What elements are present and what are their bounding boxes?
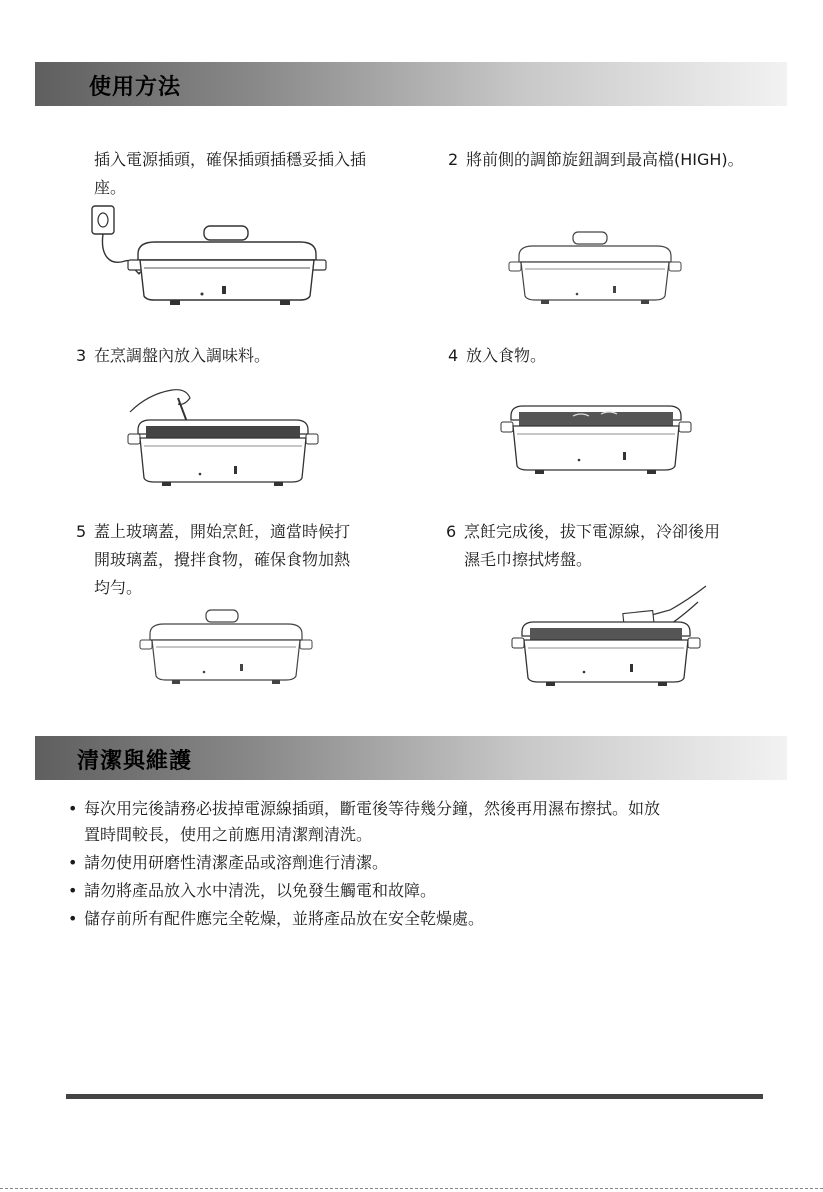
usage-heading: 使用方法 [89,75,182,100]
step-number: 4 [448,346,459,365]
wall-socket-icon [92,206,114,234]
step-number: 6 [446,522,457,541]
step-text: 烹飪完成後，拔下電源線，冷卻後用 濕毛巾擦拭烤盤。 [464,522,721,569]
usage-section-banner [35,62,787,106]
wipe-pan-illustration [508,582,712,692]
step-number: 3 [76,346,87,365]
page-edge-dashes [0,1188,823,1189]
list-item: • 請勿使用研磨性清潔產品或溶劑進行清潔。 [68,850,788,876]
footer-rule [66,1094,763,1099]
add-food-illustration [497,400,697,496]
step-text: 插入電源插頭，確保插頭插穩妥插入插 座。 [94,150,367,197]
cover-lid-illustration [136,606,316,692]
list-item: • 每次用完後請務必拔掉電源線插頭，斷電後等待幾分鐘，然後再用濕布擦拭。如放 置時間較長，使用之前應用清潔劑清洗。 [68,796,788,848]
step-text: 將前側的調節旋鈕調到最高檔(HIGH)。 [466,150,744,169]
step-number: 2 [448,150,459,169]
plug-in-illustration [80,196,330,316]
cleaning-list [68,796,788,934]
step-number: 5 [76,522,87,541]
step-text: 放入食物。 [466,346,547,365]
cleaning-section-banner [35,736,787,780]
step-text: 蓋上玻璃蓋，開始烹飪，適當時候打 開玻璃蓋，攪拌食物，確保食物加熱 均勻。 [94,522,351,597]
cleaning-heading: 清潔與維護 [77,749,193,774]
list-item: • 儲存前所有配件應完全乾燥，並將產品放在安全乾燥處。 [68,906,788,932]
list-item: • 請勿將產品放入水中清洗，以免發生觸電和故障。 [68,878,788,904]
seasoning-illustration [124,382,324,494]
high-setting-illustration [505,228,685,328]
step-text: 在烹調盤內放入調味料。 [94,346,271,365]
